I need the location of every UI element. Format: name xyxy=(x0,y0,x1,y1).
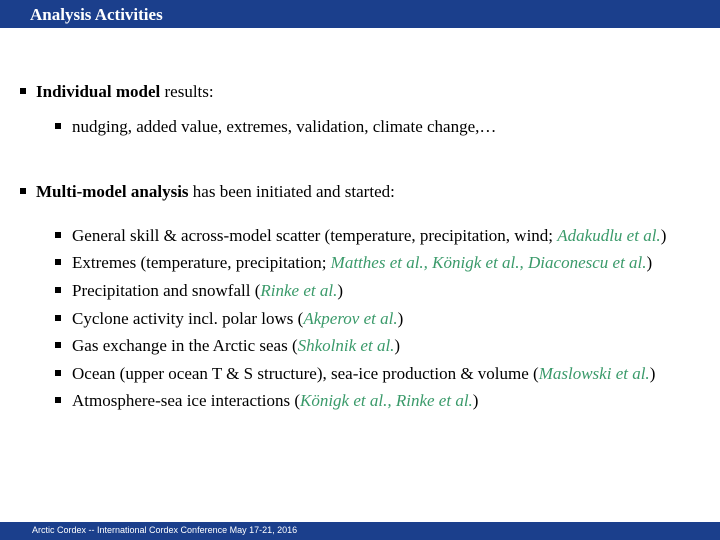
item-text: Gas exchange in the Arctic seas ( xyxy=(72,336,298,355)
bullet-square-icon xyxy=(55,397,61,403)
footer-bar xyxy=(0,522,720,540)
sub-bullet-multi-model xyxy=(55,226,666,246)
sub-bullet-multi-model xyxy=(55,309,403,329)
item-text: General skill & across-model scatter (temperature, precipitation, wind; xyxy=(72,226,558,245)
sub-bullet-individual xyxy=(55,117,496,137)
item-text-end: ) xyxy=(337,281,343,300)
bullet-square-icon xyxy=(55,370,61,376)
reference-text: Adakudlu et al. xyxy=(557,226,661,245)
bullet-square-icon xyxy=(55,259,61,265)
sub-bullet-multi-model xyxy=(55,364,655,384)
item-text: Ocean (upper ocean T & S structure), sea-ice production & volume ( xyxy=(72,364,539,383)
item-text-end: ) xyxy=(472,391,479,410)
reference-text: Maslowski et al. xyxy=(538,364,650,383)
slide-title: Analysis Activities xyxy=(30,5,163,24)
sub-bullet-multi-model xyxy=(55,336,400,356)
item-text-end: ) xyxy=(394,336,401,355)
bullet-individual-model xyxy=(20,82,214,102)
footer-text: Arctic Cordex -- International Cordex Conference May 17-21, 2016 xyxy=(32,525,298,535)
bullet-square-icon xyxy=(20,88,26,94)
item-text-end: ) xyxy=(649,364,656,383)
reference-text: Königk et al., Rinke et al. xyxy=(300,391,473,410)
bullet-square-icon xyxy=(20,188,26,194)
item-text: Extremes (temperature, precipitation; xyxy=(72,253,331,272)
bullet-square-icon xyxy=(55,315,61,321)
bullet-text: has been initiated and started: xyxy=(188,182,395,201)
bullet-square-icon xyxy=(55,123,61,129)
item-text-end: ) xyxy=(397,309,404,328)
sub-bullet-multi-model xyxy=(55,253,652,273)
bullet-square-icon xyxy=(55,342,61,348)
bullet-bold-text: Individual model xyxy=(36,82,161,101)
sub-bullet-multi-model xyxy=(55,391,478,411)
bullet-multi-model xyxy=(20,182,395,202)
reference-text: Rinke et al. xyxy=(260,281,338,300)
bullet-text: results: xyxy=(160,82,214,101)
reference-text: Matthes et al., Königk et al., Diaconescu et al. xyxy=(330,253,647,272)
bullet-square-icon xyxy=(55,232,61,238)
item-text: Precipitation and snowfall ( xyxy=(72,281,261,300)
bullet-bold-text: Multi-model analysis xyxy=(36,182,189,201)
bullet-square-icon xyxy=(55,287,61,293)
reference-text: Akperov et al. xyxy=(303,309,398,328)
item-text-end: ) xyxy=(646,253,653,272)
item-text: Atmosphere-sea ice interactions ( xyxy=(72,391,300,410)
sub-bullet-text: nudging, added value, extremes, validation, climate change,… xyxy=(72,117,497,136)
item-text: Cyclone activity incl. polar lows ( xyxy=(72,309,304,328)
item-text-end: ) xyxy=(660,226,667,245)
sub-bullet-multi-model xyxy=(55,281,343,301)
title-bar xyxy=(0,0,720,28)
reference-text: Shkolnik et al. xyxy=(297,336,395,355)
